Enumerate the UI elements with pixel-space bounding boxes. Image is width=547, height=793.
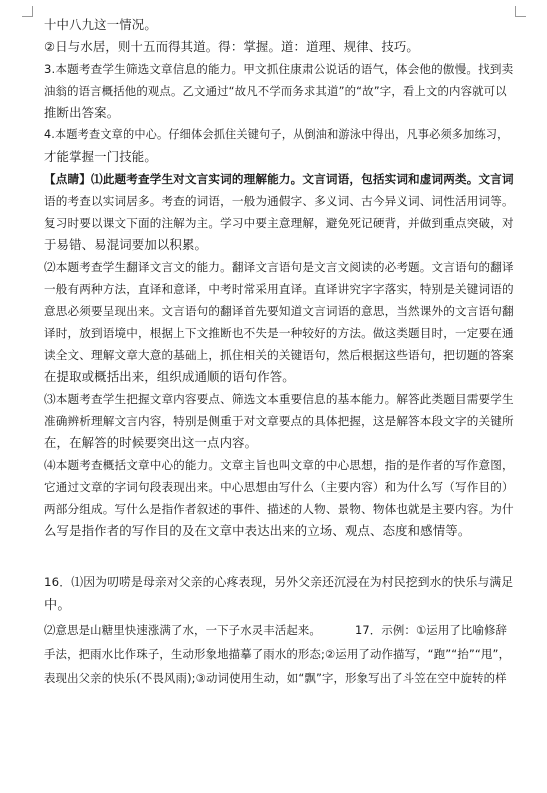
text-line: 两部分组成。写什么是指作者叙述的事件、描述的人物、景物、物体也就是主要内容。为什: [44, 502, 514, 516]
answer-17-line: 表现出父亲的快乐(不畏风雨);③动词使用生动，如“飘”字，形象写出了斗笠在空中旋转的样: [44, 671, 507, 685]
text-line: ②日与水居，则十五而得其道。得：掌握。道：道理、规律、技巧。: [44, 39, 419, 54]
crop-mark-top-right: [515, 6, 526, 17]
text-line: 十中八九这一情况。: [44, 17, 157, 32]
answer-17-line: 手法，把雨水比作珠子，生动形象地描摹了雨水的形态;②运用了动作描写，“跑”“抬”“甩”，: [44, 647, 511, 661]
text-line: 4.本题考查文章的中心。仔细体会抓住关键句子，从倒油和游泳中得出，凡事必须多加练习，: [44, 128, 509, 141]
text-line: 在提取或概括出来，组织成通顺的语句作答。: [44, 369, 295, 384]
answer-16-line: 中。: [44, 598, 71, 613]
text-line: 在，在解答的时候要突出这一点内容。: [44, 435, 258, 450]
answer-16-part2: ⑵意思是山糖里快速涨满了水，一下子水灵丰活起来。: [44, 623, 321, 637]
answer-16-line: 16．⑴因为叨唠是母亲对父亲的心疼表现，另外父亲还沉浸在为村民挖到水的快乐与满足: [44, 575, 514, 589]
text-line: 3.本题考查学生筛选文章信息的能力。甲文抓住康肃公说话的语气，体会他的傲慢。找到卖: [44, 62, 514, 76]
text-line: 推断出答案。: [44, 105, 120, 120]
text-line: 译时，放到语境中，根据上下文推断也不失是一种较好的方法。做这类题目时，一定要在通: [44, 326, 514, 340]
text-line: ⑷本题考查概括文章中心的能力。文章主旨也叫文章的中心思想，指的是作者的写作意图，: [44, 458, 514, 472]
document-page: [44, 14, 514, 690]
text-line: 么写是指作者的写作目的及在文章中表达出来的立场、观点、态度和感情等。: [44, 523, 471, 538]
text-line: 它通过文章的字词句段表现出来。中心思想由写什么（主要内容）和为什么写（写作目的）: [44, 480, 514, 494]
text-line: 于易错、易混词要加以积累。: [44, 237, 208, 252]
text-line: 复习时要以课文下面的注解为主。学习中要主意理解，避免死记硬背，并做到重点突破，对: [44, 216, 514, 230]
text-line: ⑵本题考查学生翻译文言文的能力。翻译文言语句是文言文阅读的必考题。文言语句的翻译: [44, 260, 514, 274]
answer-16-17-line: [44, 618, 510, 642]
text-line: 才能掌握一门技能。: [44, 149, 157, 164]
text-line: 准确辨析理解文言内容，特别是侧重于对文章要点的具体把握，这是解答本段文字的关键所: [44, 414, 514, 428]
text-line: 意思必须要呈现出来。文言语句的翻译首先要知道文言词语的意思，当然课外的文言语句翻: [44, 304, 514, 318]
crop-mark-top-left: [22, 6, 33, 17]
text-line: 语的考查以实词居多。考查的词语，一般为通假字、多义词、古今异义词、词性活用词等。: [44, 194, 514, 208]
text-line: ⑶本题考查学生把握文章内容要点、筛选文本重要信息的基本能力。解答此类题目需要学生: [44, 392, 514, 406]
text-line: 一般有两种方法，直译和意译，中考时常采用直译。直译讲究字字落实，特别是关键词语的: [44, 282, 514, 296]
text-line: 读全文、理解文章大意的基础上，抓住相关的关键语句，然后根据这些语句，把切题的答案: [44, 348, 514, 362]
note-heading-line: 【点睛】⑴此题考查学生对文言实词的理解能力。文言词语，包括实词和虚词两类。文言词: [44, 172, 514, 186]
answer-17-start: 17．示例：①运用了比喻修辞: [354, 623, 508, 637]
text-line: 油翁的语言概括他的观点。乙文通过“故凡不学而务求其道”的“故”字，看上文的内容就可以: [44, 84, 507, 98]
